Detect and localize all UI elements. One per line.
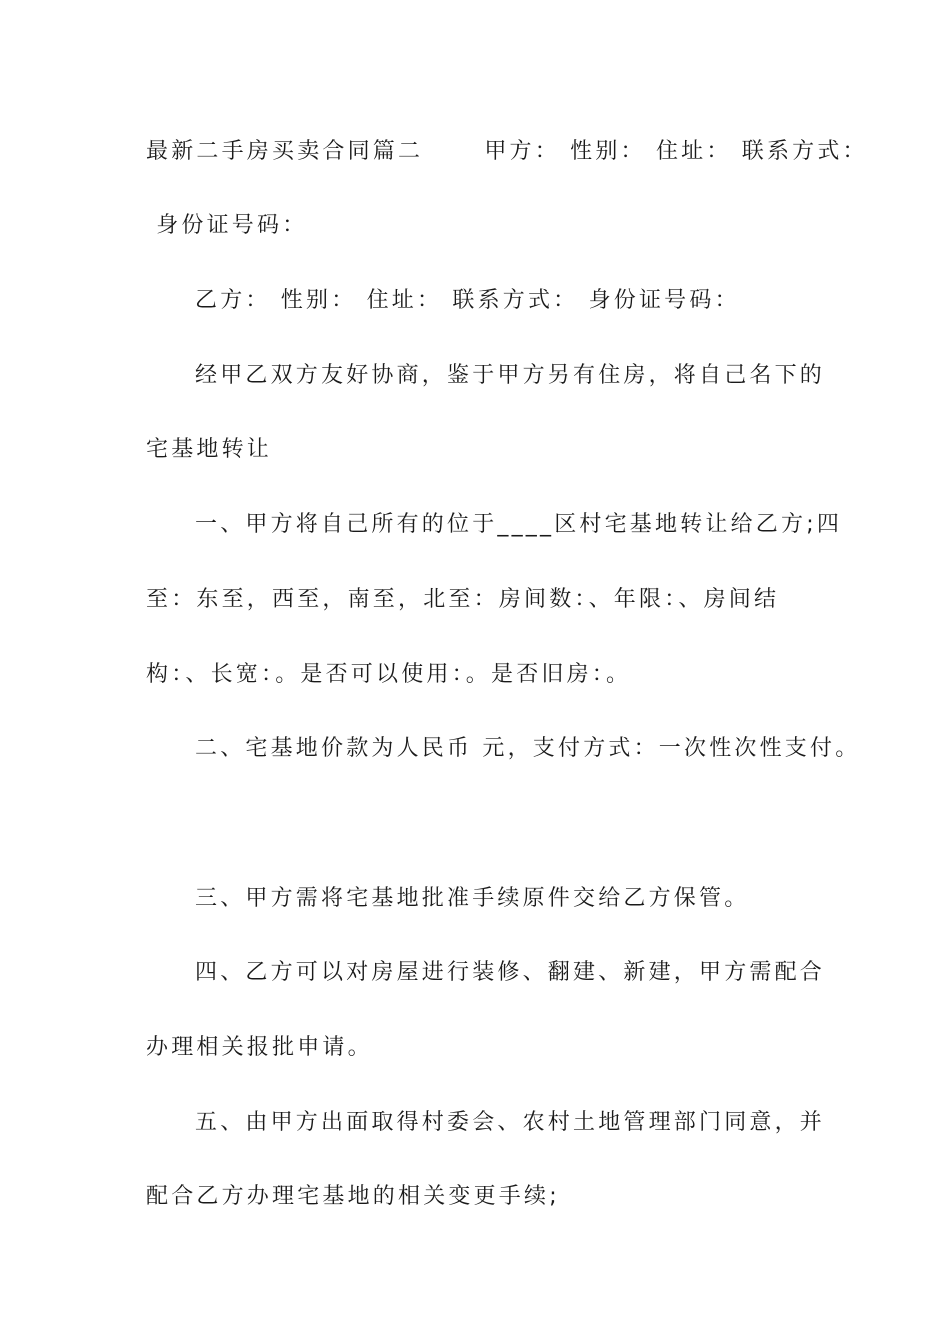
text-line-8: 构：、长宽：。是否可以使用：。是否旧房：。 [146,662,632,687]
text-line-13: 五、由甲方出面取得村委会、农村土地管理部门同意，并 [195,1110,826,1135]
text-line-4: 经甲乙双方友好协商，鉴于甲方另有住房，将自己名下的 [195,363,826,388]
text-line-3: 乙方： 性别： 住址： 联系方式： 身份证号码： [195,288,740,313]
text-line-12: 办理相关报批申请。 [146,1035,373,1060]
text-line-6: 一、甲方将自己所有的位于____区村宅基地转让给乙方;四 [195,512,843,537]
text-line-5: 宅基地转让 [146,437,273,462]
text-line-14: 配合乙方办理宅基地的相关变更手续; [146,1184,560,1209]
text-line-7: 至：东至，西至，南至，北至：房间数：、年限：、房间结 [146,587,780,612]
text-line-2: 身份证号码： [146,213,308,238]
text-line-9: 二、宅基地价款为人民币 元，支付方式：一次性次性支付。 [195,736,861,761]
text-line-11: 四、乙方可以对房屋进行装修、翻建、新建，甲方需配合 [195,960,826,985]
text-line-1: 最新二手房买卖合同篇二 甲方： 性别： 住址： 联系方式： [146,139,868,164]
text-line-10: 三、甲方需将宅基地批准手续原件交给乙方保管。 [195,886,750,911]
